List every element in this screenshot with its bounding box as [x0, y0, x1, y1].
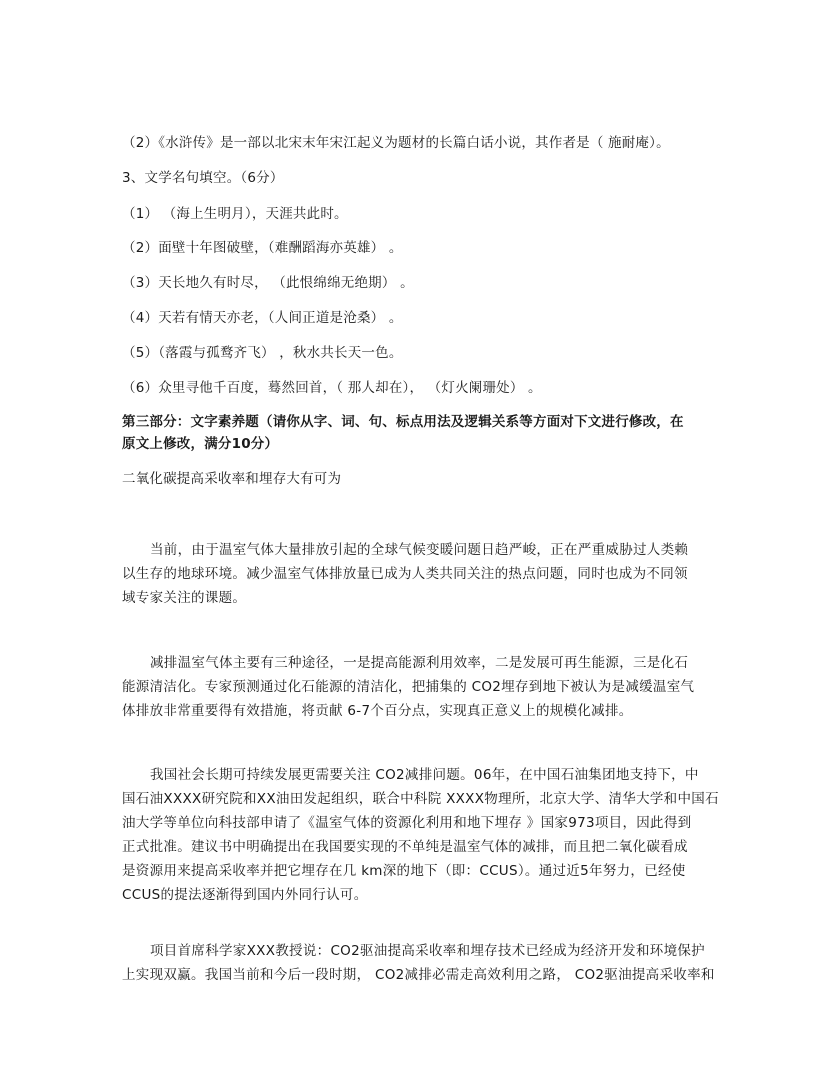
article-paragraph-2	[122, 651, 714, 723]
paragraph-line: 油大学等单位向科技部申请了《温室气体的资源化利用和地下埋存 》国家973项目，因此得到	[122, 815, 692, 831]
paragraph-line: 我国社会长期可持续发展更需要关注 CO2减排问题。06年，在中国石油集团地支持下，中	[150, 767, 699, 783]
paragraph-line: CCUS的提法逐渐得到国内外同行认可。	[122, 887, 368, 903]
paragraph-line: 上实现双赢。我国当前和今后一段时期， CO2减排必需走高效利用之路， CO2驱油提高采收率和	[122, 967, 715, 983]
fill-blank-1: （1） （海上生明月），天涯共此时。	[122, 206, 348, 222]
section-3-heading-line1: 第三部分：文字素养题（请你从字、词、句、标点用法及逻辑关系等方面对下文进行修改，在	[122, 414, 684, 430]
paragraph-line: 域专家关注的课题。	[122, 590, 247, 606]
paragraph-line: 当前，由于温室气体大量排放引起的全球气候变暖问题日趋严峻，正在严重威胁过人类赖	[150, 542, 689, 558]
article-title: 二氧化碳提高采收率和埋存大有可为	[122, 471, 342, 487]
fill-blank-5: （5）（落霞与孤鹜齐飞） ，秋水共长天一色。	[122, 345, 403, 361]
paragraph-line: 正式批准。建议书中明确提出在我国要实现的不单纯是温室气体的减排，而且把二氧化碳看成	[122, 839, 688, 855]
paragraph-line: 项目首席科学家XXX教授说：CO2驱油提高采收率和埋存技术已经成为经济开发和环境保护	[150, 943, 705, 959]
fill-blank-3: （3）天长地久有时尽， （此恨绵绵无绝期） 。	[122, 275, 414, 291]
paragraph-line: 减排温室气体主要有三种途径，一是提高能源利用效率，二是发展可再生能源，三是化石	[150, 655, 689, 671]
article-paragraph-4	[122, 939, 714, 987]
paragraph-line: 能源清洁化。专家预测通过化石能源的清洁化，把捕集的 CO2埋存到地下被认为是减缓温室气	[122, 679, 695, 695]
paragraph-line: 以生存的地球环境。减少温室气体排放量已成为人类共同关注的热点问题，同时也成为不同领	[122, 566, 688, 582]
article-paragraph-3	[122, 763, 719, 907]
section-3-heading-line2: 原文上修改，满分10分）	[122, 436, 279, 452]
question-3-heading: 3、文学名句填空。（6分）	[122, 170, 284, 186]
question-2-line: （2）《水浒传》是一部以北宋末年宋江起义为题材的长篇白话小说，其作者是（ 施耐庵）。	[122, 135, 670, 151]
fill-blank-6: （6）众里寻他千百度，蓦然回首，（ 那人却在）， （灯火阑珊处） 。	[122, 380, 542, 396]
fill-blank-2: （2）面壁十年图破壁，（难酬蹈海亦英雄） 。	[122, 240, 403, 256]
article-paragraph-1	[122, 538, 714, 610]
paragraph-line: 体排放非常重要得有效措施，将贡献 6-7个百分点，实现真正意义上的规模化减排。	[122, 703, 633, 719]
fill-blank-4: （4）天若有情天亦老，（人间正道是沧桑） 。	[122, 310, 403, 326]
paragraph-line: 是资源用来提高采收率并把它埋存在几 km深的地下（即：CCUS）。通过近5年努力，已经使	[122, 863, 686, 879]
paragraph-line: 国石油XXXX研究院和XX油田发起组织，联合中科院 XXXX物理所，北京大学、清华大学和中国石	[122, 791, 719, 807]
